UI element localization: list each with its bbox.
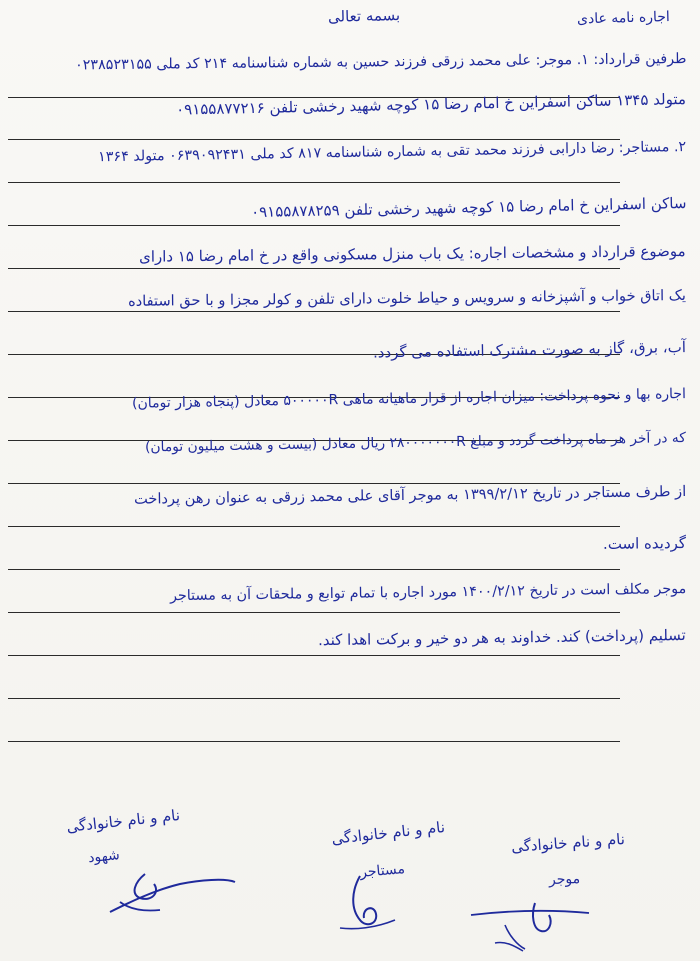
- ruled-line: [8, 182, 620, 183]
- ruled-line: [8, 268, 620, 269]
- body-line: ۲. مستاجر: رضا دارابی فرزند محمد تقی به شماره شناسنامه ۸۱۷ کد ملی ۰۶۳۹۰۹۲۴۳۱ متولد ۱۳۶۴: [97, 139, 687, 166]
- ruled-line: [8, 655, 620, 656]
- signature-heading: نام و نام خانوادگی: [330, 818, 446, 848]
- ruled-line: [8, 483, 620, 484]
- signature-heading: نام و نام خانوادگی: [510, 830, 626, 856]
- ruled-line: [8, 311, 620, 312]
- landlord-signature-icon: [465, 895, 595, 955]
- body-line: اجاره بها و نحوه پرداخت: میزان اجاره از قرار ماهیانه ماهی ۵۰۰۰۰۰R معادل (پنجاه هزار تومان): [132, 386, 687, 412]
- body-line: تسلیم (پرداخت) کند. خداوند به هر دو خیر و برکت اهدا کند.: [318, 626, 687, 650]
- body-line: گردیده است.: [602, 534, 687, 553]
- body-line: طرفین قرارداد: ۱. موجر: علی محمد زرقی فرزند حسین به شماره شناسنامه ۲۱۴ کد ملی ۰۲۳۸۵۲۳۱۵۵: [74, 51, 687, 74]
- signature-role: شهود: [87, 847, 121, 867]
- body-line: متولد ۱۳۴۵ ساکن اسفراین خ امام رضا ۱۵ کوچه شهید رخشی تلفن ۰۹۱۵۵۸۷۷۲۱۶: [175, 90, 687, 119]
- tenant-signature-icon: [330, 868, 410, 938]
- document-title: اجاره نامه عادی: [577, 9, 671, 28]
- body-line: موضوع قرارداد و مشخصات اجاره: یک باب منزل مسکونی واقع در خ امام رضا ۱۵ دارای: [139, 242, 687, 266]
- ruled-line: [8, 139, 620, 140]
- ruled-line: [8, 225, 620, 226]
- invocation-heading: بسمه تعالی: [327, 6, 401, 26]
- signature-role: مستاجر: [359, 861, 406, 881]
- ruled-line: [8, 741, 620, 742]
- signature-heading: نام و نام خانوادگی: [65, 806, 181, 836]
- body-line: آب، برق، گاز به صورت مشترک استفاده می گردد.: [372, 338, 687, 362]
- body-line: موجر مکلف است در تاریخ ۱۴۰۰/۲/۱۲ مورد اجاره با تمام توابع و ملحقات آن به مستاجر: [169, 581, 687, 605]
- body-line: از طرف مستاجر در تاریخ ۱۳۹۹/۲/۱۲ به موجر آقای علی محمد زرقی به عنوان رهن پرداخت: [133, 483, 687, 508]
- ruled-line: [8, 526, 620, 527]
- signature-role: موجر: [548, 871, 581, 889]
- witness-signature-icon: [100, 862, 240, 922]
- ruled-line: [8, 612, 620, 613]
- ruled-line: [8, 569, 620, 570]
- body-line: یک اتاق خواب و آشپزخانه و سرویس و حیاط خلوت دارای تلفن و کولر مجزا و با حق استفاده: [128, 287, 687, 310]
- body-line: ساکن اسفراین خ امام رضا ۱۵ کوچه شهید رخشی تلفن ۰۹۱۵۵۸۷۸۲۵۹: [250, 194, 687, 222]
- body-line: که در آخر هر ماه پرداخت گردد و مبلغ ۲۸۰۰۰۰۰۰۰R ریال معادل (بیست و هشت میلیون تومان): [145, 430, 687, 456]
- ruled-line: [8, 698, 620, 699]
